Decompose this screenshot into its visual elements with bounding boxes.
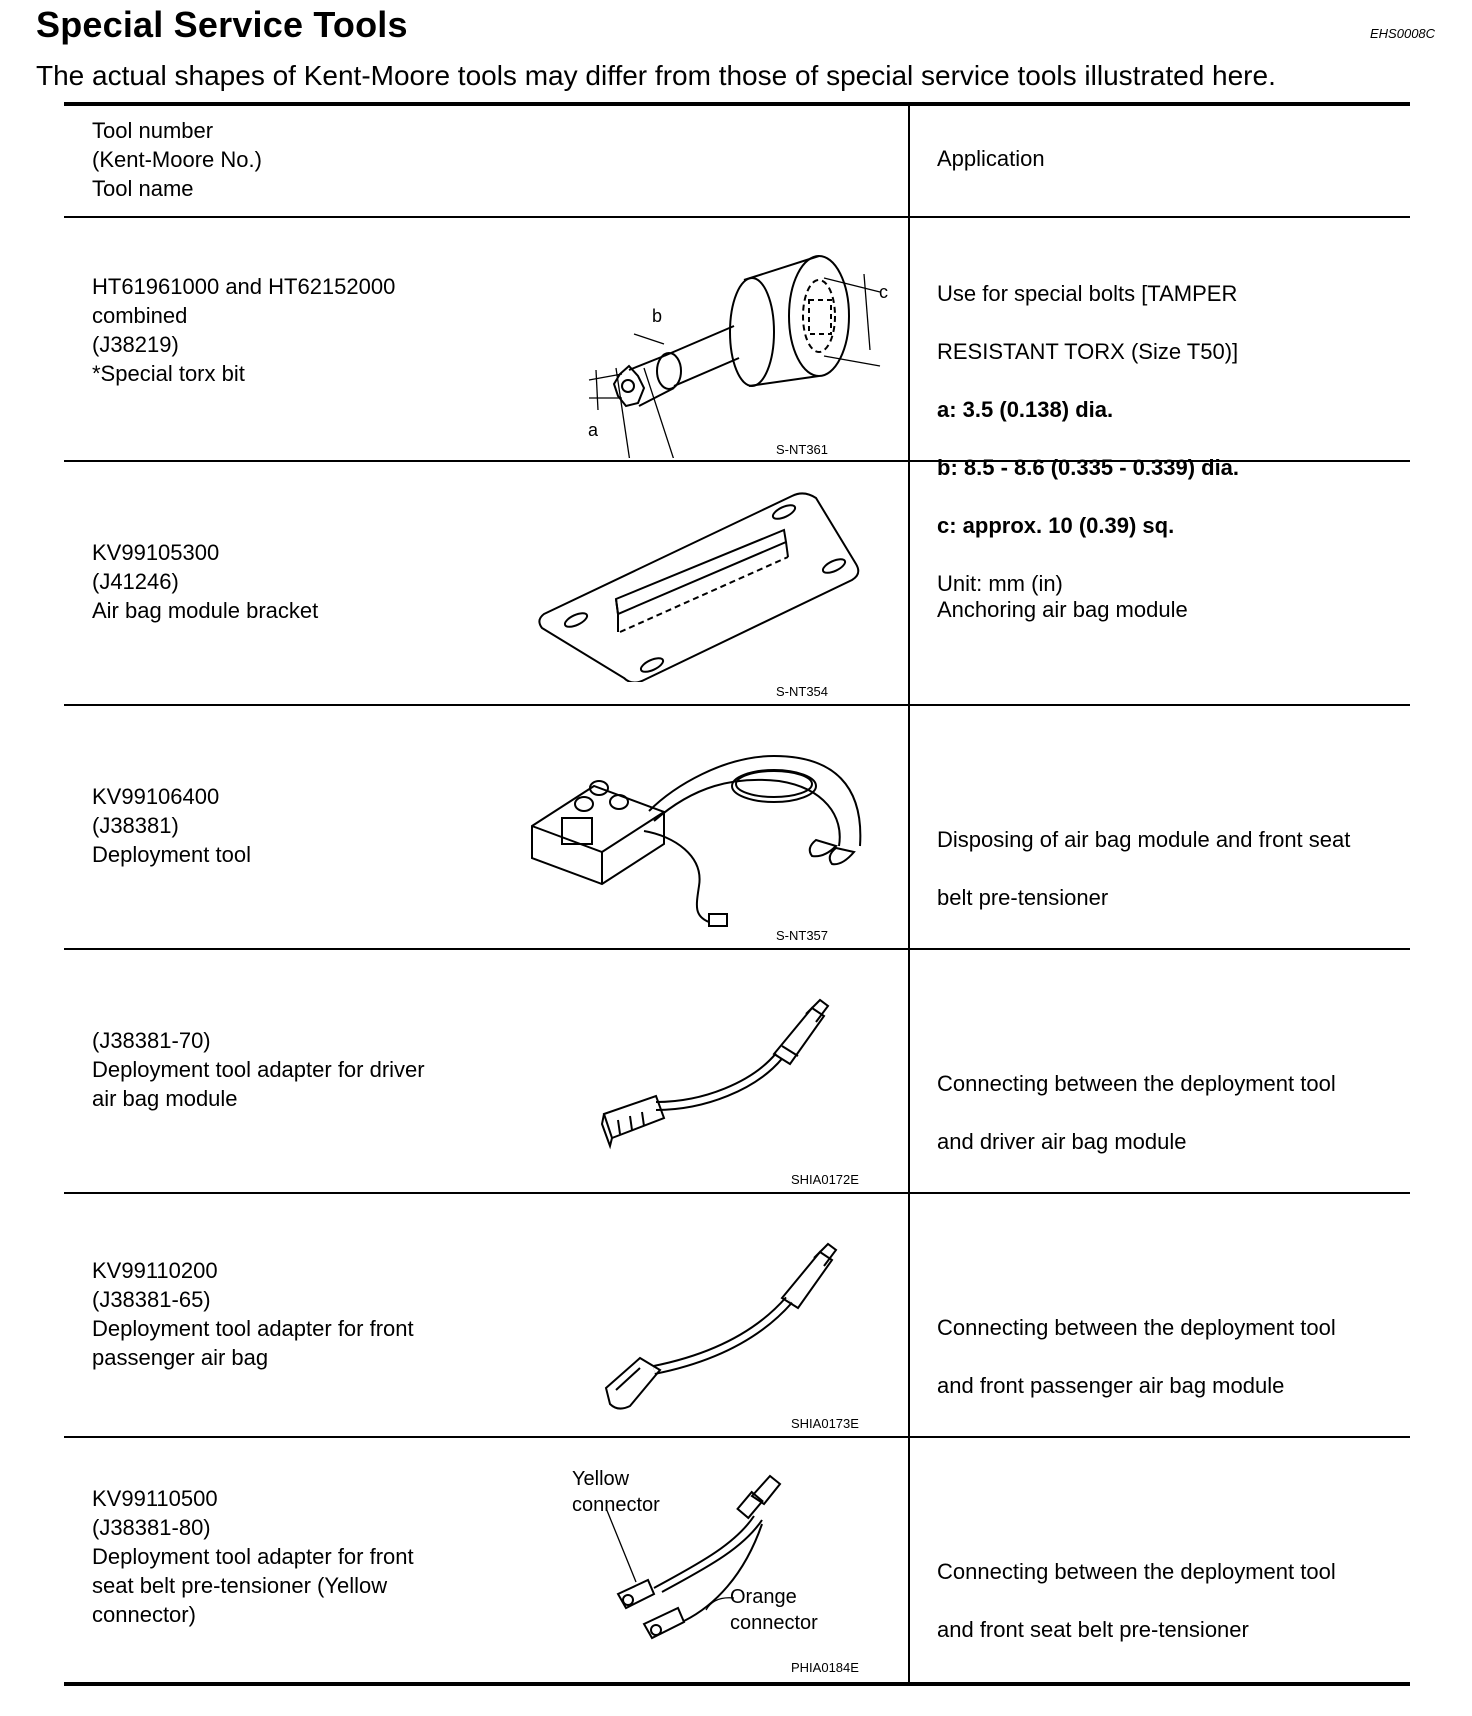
dimension-label-c: c <box>879 282 888 302</box>
passenger-adapter-illustration <box>584 1240 904 1410</box>
application-line: a: 3.5 (0.138) dia. <box>937 397 1114 422</box>
intro-text: The actual shapes of Kent-Moore tools may differ from those of special service tools illustrated here. <box>36 60 1276 91</box>
application-line: Connecting between the deployment tool <box>937 1071 1336 1096</box>
table-row <box>64 1438 1410 1682</box>
column-divider <box>908 950 910 1192</box>
application-line: b: 8.5 - 8.6 (0.335 - 0.339) dia. <box>937 455 1240 480</box>
column-header-tool: Tool number (Kent-Moore No.) Tool name <box>92 118 262 201</box>
figure-code: S-NT361 <box>776 442 829 457</box>
column-header-application: Application <box>937 146 1045 171</box>
bracket-illustration <box>534 482 934 682</box>
application-line: Connecting between the deployment tool <box>937 1315 1336 1340</box>
application-line: Connecting between the deployment tool <box>937 1559 1336 1584</box>
application-text <box>937 796 1350 941</box>
application-line: and front passenger air bag module <box>937 1373 1285 1398</box>
document-code: EHS0008C <box>1370 26 1436 41</box>
table-header-row <box>64 106 1410 218</box>
application-line: and front seat belt pre-tensioner <box>937 1617 1249 1642</box>
application-text <box>937 1284 1336 1429</box>
application-line: RESISTANT TORX (Size T50)] <box>937 339 1239 364</box>
dimension-label-b: b <box>652 306 663 326</box>
figure-code: S-NT357 <box>776 928 829 943</box>
application-line: Anchoring air bag module <box>937 597 1188 622</box>
table-row <box>64 1194 1410 1438</box>
application-line: Use for special bolts [TAMPER <box>937 281 1238 306</box>
application-line: belt pre-tensioner <box>937 885 1109 910</box>
tool-description: KV99105300 (J41246) Air bag module bracket <box>92 540 319 623</box>
page-title: Special Service Tools <box>36 4 408 45</box>
application-text <box>937 1040 1336 1185</box>
application-text <box>937 1528 1336 1673</box>
application-line: and driver air bag module <box>937 1129 1187 1154</box>
column-divider <box>908 106 910 216</box>
figure-code: S-NT354 <box>776 684 829 699</box>
column-divider <box>908 1194 910 1436</box>
tool-description: HT61961000 and HT62152000 combined (J38219) *Special torx bit <box>92 274 396 386</box>
table-row <box>64 706 1410 950</box>
tool-description: KV99110500 (J38381-80) Deployment tool adapter for front seat belt pre-tensioner (Yellow connector) <box>92 1486 414 1627</box>
torx-bit-illustration <box>534 238 934 458</box>
application-text <box>937 566 1188 653</box>
application-line: Unit: mm (in) <box>937 571 1063 596</box>
figure-code: PHIA0184E <box>791 1660 859 1675</box>
driver-adapter-illustration <box>584 996 904 1166</box>
tool-description: KV99106400 (J38381) Deployment tool <box>92 784 251 867</box>
dimension-label-a: a <box>588 420 599 440</box>
tools-table <box>64 102 1410 1686</box>
table-row <box>64 462 1410 706</box>
tool-description: KV99110200 (J38381-65) Deployment tool adapter for front passenger air bag <box>92 1258 414 1370</box>
figure-code: SHIA0172E <box>791 1172 859 1187</box>
figure-code: SHIA0173E <box>791 1416 859 1431</box>
tool-description: (J38381-70) Deployment tool adapter for driver air bag module <box>92 1028 425 1111</box>
callout-yellow-connector: Yellow connector <box>572 1468 660 1516</box>
table-row <box>64 950 1410 1194</box>
callout-orange-connector: Orange connector <box>730 1586 818 1634</box>
deployment-tool-illustration <box>524 726 914 936</box>
column-divider <box>908 1438 910 1682</box>
application-line: c: approx. 10 (0.39) sq. <box>937 513 1175 538</box>
application-line: Disposing of air bag module and front seat <box>937 827 1351 852</box>
